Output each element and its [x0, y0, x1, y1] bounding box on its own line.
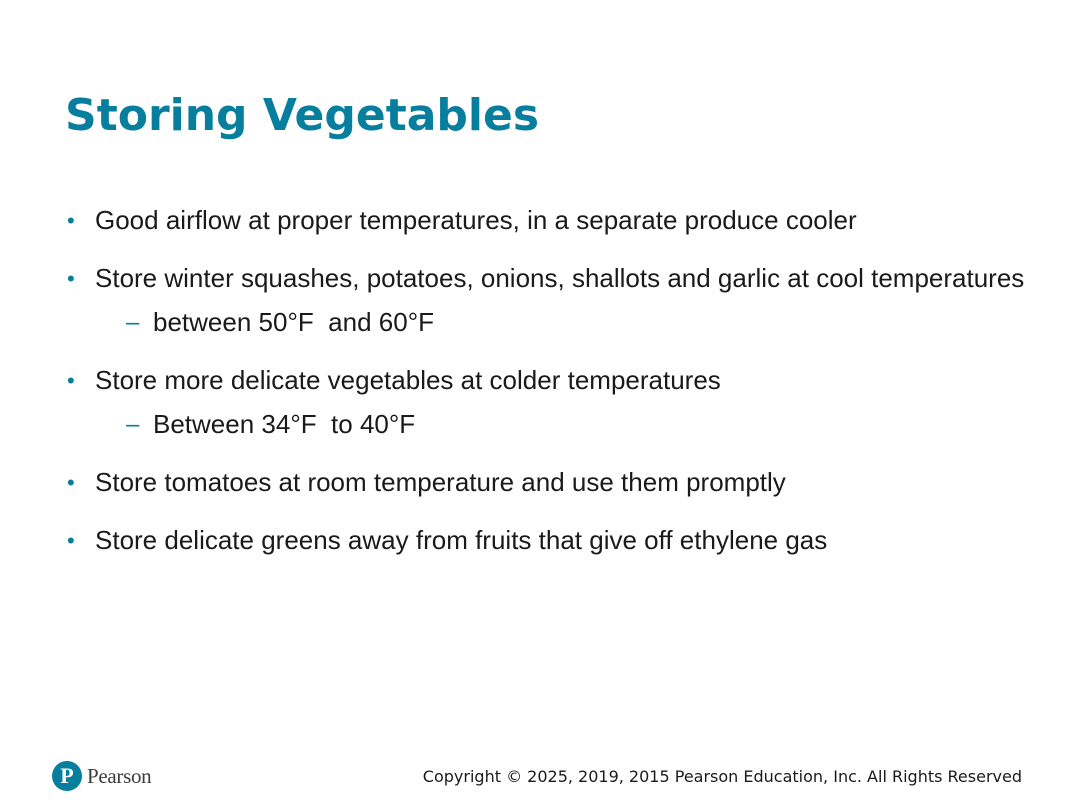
bullet-marker: • [67, 368, 75, 393]
bullet-list [65, 203, 1025, 558]
slide-title: Storing Vegetables [65, 90, 540, 141]
sub-bullet-text: Between 34°F to 40°F [153, 409, 416, 439]
bullet-item [65, 523, 1025, 558]
bullet-item [65, 465, 1025, 500]
bullet-text: Store delicate greens away from fruits that give off ethylene gas [95, 525, 828, 555]
bullet-item [65, 261, 1025, 296]
pearson-logo-icon: P [52, 761, 82, 791]
copyright-text: Copyright © 2025, 2019, 2015 Pearson Education, Inc. All Rights Reserved [422, 767, 1022, 786]
bullet-marker: • [67, 208, 75, 233]
bullet-text: Store winter squashes, potatoes, onions, shallots and garlic at cool temperatures [95, 263, 1025, 293]
pearson-logo-text: Pearson [87, 763, 152, 788]
bullet-marker: • [67, 470, 75, 495]
pearson-logo [52, 759, 151, 793]
bullet-text: Good airflow at proper temperatures, in a separate produce cooler [95, 205, 857, 235]
bullet-marker: • [67, 528, 75, 553]
sub-bullet-item [65, 305, 1025, 340]
sub-bullet-marker: – [126, 309, 140, 336]
sub-bullet-marker: – [126, 411, 140, 438]
sub-bullet-text: between 50°F and 60°F [153, 307, 434, 337]
bullet-text: Store tomatoes at room temperature and use them promptly [95, 467, 786, 497]
bullet-item [65, 363, 1025, 398]
sub-bullet-item [65, 407, 1025, 442]
bullet-item [65, 203, 1025, 238]
bullet-text: Store more delicate vegetables at colder temperatures [95, 365, 721, 395]
bullet-marker: • [67, 266, 75, 291]
